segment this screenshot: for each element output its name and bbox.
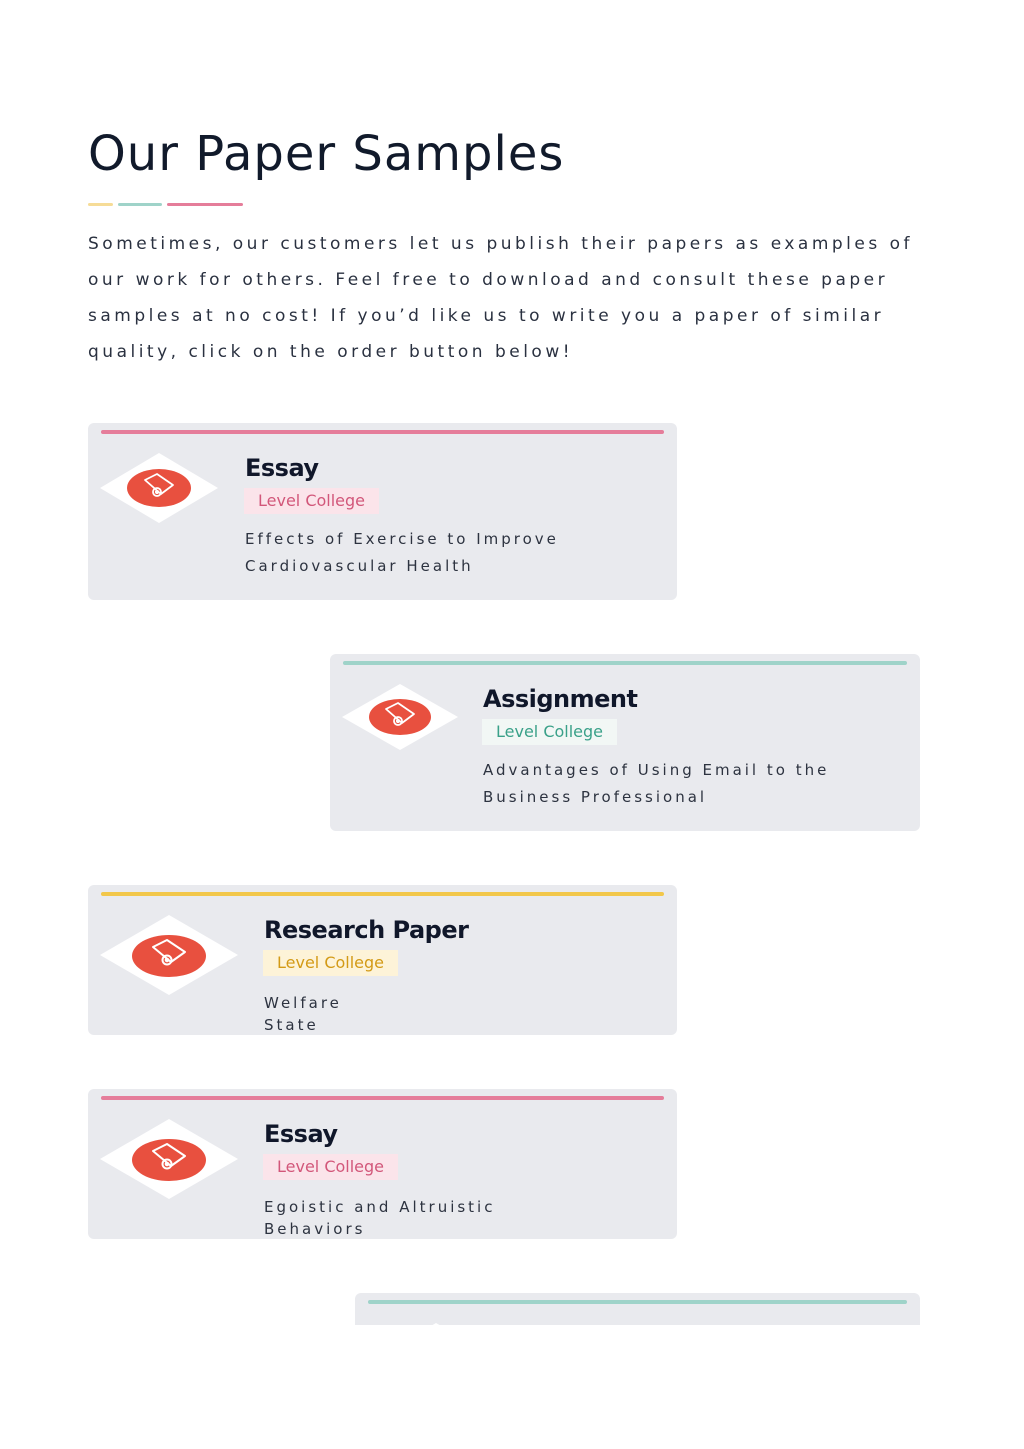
card-accent-bar [101,430,664,434]
paper-title[interactable] [245,526,559,580]
card-type-label: Assignment [483,685,638,713]
sample-card-essay-1[interactable] [88,423,677,600]
paper-title-line-2: Cardiovascular Health [245,557,474,575]
page-bottom-margin [0,1325,1024,1449]
card-type-label: Essay [264,1120,338,1148]
document-icon [100,1119,238,1199]
sample-card-research-paper[interactable] [88,885,677,1035]
document-icon [100,915,238,995]
document-icon [100,453,218,523]
paper-title-line-2: Business Professional [483,788,708,806]
card-accent-bar [368,1300,907,1304]
card-type-label: Essay [245,454,319,482]
paper-title-line-1: Welfare [264,994,342,1012]
document-icon [342,684,458,750]
sample-card-essay-2[interactable] [88,1089,677,1239]
paper-title[interactable] [264,992,342,1035]
paper-title-line-2: State [264,1016,319,1034]
card-accent-bar [101,1096,664,1100]
card-accent-bar [101,892,664,896]
paper-title-line-2: Behaviors [264,1220,366,1238]
paper-title[interactable] [264,1196,495,1239]
sample-card-assignment[interactable] [330,654,920,831]
paper-title-line-1: Egoistic and Altruistic [264,1198,496,1216]
level-badge: Level College [244,488,379,514]
level-badge: Level College [263,950,398,976]
level-badge: Level College [482,719,617,745]
intro-text: Sometimes, our customers let us publish their papers as examples of our work for others. Feel free to download and consult these paper samples at no cost! If you’d like us to write you a paper of similar quality, click on the order button below! [88,234,914,362]
card-accent-bar [343,661,907,665]
paper-title-line-1: Advantages of Using Email to the [483,761,830,779]
level-badge: Level College [263,1154,398,1180]
page-title: Our Paper Samples [88,126,565,182]
card-type-label: Research Paper [264,916,469,944]
paper-title-line-1: Effects of Exercise to Improve [245,530,559,548]
paper-title[interactable] [483,757,829,811]
